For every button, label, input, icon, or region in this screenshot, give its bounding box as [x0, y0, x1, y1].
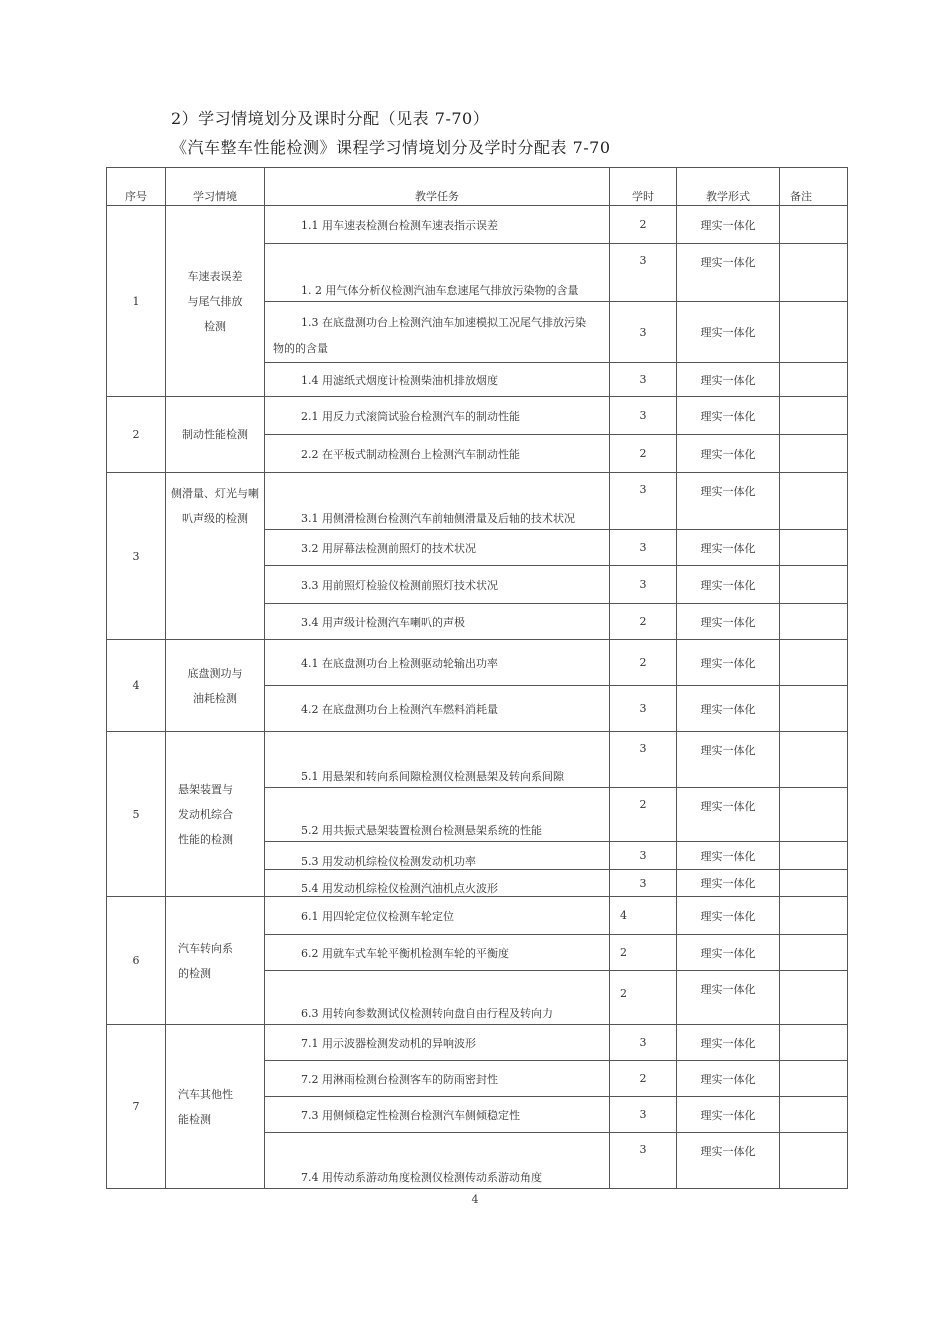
remark-cell: [780, 1097, 848, 1133]
task-cell: 3.1 用侧滑检测台检测汽车前轴侧滑量及后轴的技术状况: [265, 473, 610, 530]
row-no: 5: [107, 732, 166, 897]
section-heading: 2）学习情境划分及课时分配（见表 7-70）: [171, 109, 490, 128]
page-number: 4: [471, 1193, 479, 1206]
form-cell: 理实一体化: [677, 640, 780, 686]
form-cell: 理实一体化: [677, 686, 780, 732]
hours-cell: 3: [610, 363, 677, 397]
hours-cell: 3: [610, 302, 677, 363]
course-allocation-table: [106, 167, 848, 1189]
situation-line: 能检测: [178, 1112, 211, 1126]
remark-cell: [780, 842, 848, 870]
remark-cell: [780, 397, 848, 435]
situation-cell: [166, 732, 265, 897]
remark-cell: [780, 302, 848, 363]
task-cell: 3.4 用声级计检测汽车喇叭的声极: [265, 604, 610, 640]
task-line: 1.3 在底盘测功台上检测汽油车加速模拟工况尾气排放污染: [301, 316, 586, 329]
form-cell: 理实一体化: [677, 1061, 780, 1097]
task-cell: 5.1 用悬架和转向系间隙检测仪检测悬架及转向系间隙: [265, 732, 610, 788]
hours-cell: 3: [610, 870, 677, 897]
situation-line: 发动机综合: [178, 807, 233, 821]
situation-cell: [166, 473, 265, 640]
form-cell: 理实一体化: [677, 206, 780, 244]
form-cell: 理实一体化: [677, 604, 780, 640]
task-cell: 6.2 用就车式车轮平衡机检测车轮的平衡度: [265, 935, 610, 971]
hours-cell: 3: [610, 1025, 677, 1061]
task-cell: 7.4 用传动系游动角度检测仪检测传动系游动角度: [265, 1133, 610, 1189]
remark-cell: [780, 897, 848, 935]
hours-cell: 2: [610, 206, 677, 244]
situation-line: 叭声级的检测: [182, 512, 248, 525]
situation-line: 制动性能检测: [182, 428, 248, 441]
header-situation: 学习情境: [166, 168, 265, 206]
table-title: 《汽车整车性能检测》课程学习情境划分及学时分配表 7-70: [171, 138, 611, 157]
table-header-row: [107, 168, 848, 206]
form-cell: 理实一体化: [677, 870, 780, 897]
situation-cell: [166, 206, 265, 397]
situation-line: 的检测: [178, 966, 211, 980]
table-row: [107, 1025, 848, 1061]
task-cell: 1. 2 用气体分析仪检测汽油车怠速尾气排放污染物的含量: [265, 244, 610, 302]
task-cell: 2.2 在平板式制动检测台上检测汽车制动性能: [265, 435, 610, 473]
situation-line: 汽车其他性: [178, 1087, 233, 1101]
form-cell: 理实一体化: [677, 971, 780, 1025]
situation-cell: [166, 397, 265, 473]
hours-cell: 3: [610, 1097, 677, 1133]
task-cell: [265, 302, 610, 363]
table-row: [107, 206, 848, 244]
hours-cell: 2: [610, 971, 677, 1025]
form-cell: 理实一体化: [677, 530, 780, 566]
situation-line: 悬架装置与: [178, 782, 233, 796]
hours-cell: 3: [610, 1133, 677, 1189]
table-row: [107, 397, 848, 435]
remark-cell: [780, 435, 848, 473]
hours-cell: 2: [610, 604, 677, 640]
hours-cell: 3: [610, 732, 677, 788]
hours-cell: 2: [610, 640, 677, 686]
task-cell: 5.4 用发动机综检仪检测汽油机点火波形: [265, 870, 610, 897]
remark-cell: [780, 788, 848, 842]
remark-cell: [780, 363, 848, 397]
situation-line: 性能的检测: [178, 832, 233, 846]
situation-line: 侧滑量、灯光与喇: [171, 487, 259, 500]
task-cell: 5.3 用发动机综检仪检测发动机功率: [265, 842, 610, 870]
situation-line: 底盘测功与: [187, 666, 243, 680]
form-cell: 理实一体化: [677, 935, 780, 971]
table-row: [107, 732, 848, 788]
remark-cell: [780, 530, 848, 566]
row-no: 3: [107, 473, 166, 640]
hours-cell: 2: [610, 1061, 677, 1097]
form-cell: 理实一体化: [677, 435, 780, 473]
task-cell: 7.3 用侧倾稳定性检测台检测汽车侧倾稳定性: [265, 1097, 610, 1133]
remark-cell: [780, 1061, 848, 1097]
table-row: [107, 640, 848, 686]
hours-cell: 4: [610, 897, 677, 935]
hours-cell: 3: [610, 530, 677, 566]
task-line: 物的的含量: [273, 342, 328, 355]
task-cell: 5.2 用共振式悬架装置检测台检测悬架系统的性能: [265, 788, 610, 842]
remark-cell: [780, 732, 848, 788]
row-no: 2: [107, 397, 166, 473]
remark-cell: [780, 935, 848, 971]
form-cell: 理实一体化: [677, 566, 780, 604]
task-cell: 3.2 用屏幕法检测前照灯的技术状况: [265, 530, 610, 566]
header-remark: 备注: [780, 168, 848, 206]
form-cell: 理实一体化: [677, 244, 780, 302]
header-task: 教学任务: [265, 168, 610, 206]
remark-cell: [780, 870, 848, 897]
remark-cell: [780, 244, 848, 302]
situation-line: 与尾气排放: [187, 294, 243, 308]
task-cell: 3.3 用前照灯检验仪检测前照灯技术状况: [265, 566, 610, 604]
remark-cell: [780, 686, 848, 732]
hours-cell: 3: [610, 473, 677, 530]
form-cell: 理实一体化: [677, 397, 780, 435]
situation-cell: [166, 640, 265, 732]
situation-line: 油耗检测: [193, 691, 237, 705]
form-cell: 理实一体化: [677, 302, 780, 363]
row-no: 6: [107, 897, 166, 1025]
remark-cell: [780, 566, 848, 604]
task-cell: 1.4 用滤纸式烟度计检测柴油机排放烟度: [265, 363, 610, 397]
hours-cell: 3: [610, 244, 677, 302]
hours-cell: 3: [610, 566, 677, 604]
row-no: 1: [107, 206, 166, 397]
task-cell: 7.1 用示波器检测发动机的异响波形: [265, 1025, 610, 1061]
hours-cell: 2: [610, 788, 677, 842]
hours-cell: 2: [610, 935, 677, 971]
hours-cell: 3: [610, 842, 677, 870]
situation-line: 检测: [204, 319, 226, 333]
remark-cell: [780, 206, 848, 244]
task-cell: 6.1 用四轮定位仪检测车轮定位: [265, 897, 610, 935]
task-cell: 6.3 用转向参数测试仪检测转向盘自由行程及转向力: [265, 971, 610, 1025]
situation-cell: [166, 897, 265, 1025]
task-cell: 4.2 在底盘测功台上检测汽车燃料消耗量: [265, 686, 610, 732]
form-cell: 理实一体化: [677, 1097, 780, 1133]
form-cell: 理实一体化: [677, 788, 780, 842]
situation-cell: [166, 1025, 265, 1189]
form-cell: 理实一体化: [677, 842, 780, 870]
remark-cell: [780, 1133, 848, 1189]
row-no: 4: [107, 640, 166, 732]
remark-cell: [780, 604, 848, 640]
table-row: [107, 897, 848, 935]
form-cell: 理实一体化: [677, 473, 780, 530]
remark-cell: [780, 640, 848, 686]
form-cell: 理实一体化: [677, 897, 780, 935]
hours-cell: 3: [610, 686, 677, 732]
header-no: 序号: [107, 168, 166, 206]
task-cell: 2.1 用反力式滚筒试验台检测汽车的制动性能: [265, 397, 610, 435]
hours-cell: 3: [610, 397, 677, 435]
table-row: [107, 473, 848, 530]
hours-cell: 2: [610, 435, 677, 473]
form-cell: 理实一体化: [677, 1025, 780, 1061]
task-cell: 1.1 用车速表检测台检测车速表指示误差: [265, 206, 610, 244]
task-cell: 7.2 用淋雨检测台检测客车的防雨密封性: [265, 1061, 610, 1097]
header-form: 教学形式: [677, 168, 780, 206]
row-no: 7: [107, 1025, 166, 1189]
remark-cell: [780, 971, 848, 1025]
task-cell: 4.1 在底盘测功台上检测驱动轮输出功率: [265, 640, 610, 686]
remark-cell: [780, 473, 848, 530]
form-cell: 理实一体化: [677, 363, 780, 397]
situation-line: 汽车转向系: [178, 941, 233, 955]
form-cell: 理实一体化: [677, 1133, 780, 1189]
situation-line: 车速表误差: [187, 269, 243, 283]
remark-cell: [780, 1025, 848, 1061]
header-hours: 学时: [610, 168, 677, 206]
form-cell: 理实一体化: [677, 732, 780, 788]
